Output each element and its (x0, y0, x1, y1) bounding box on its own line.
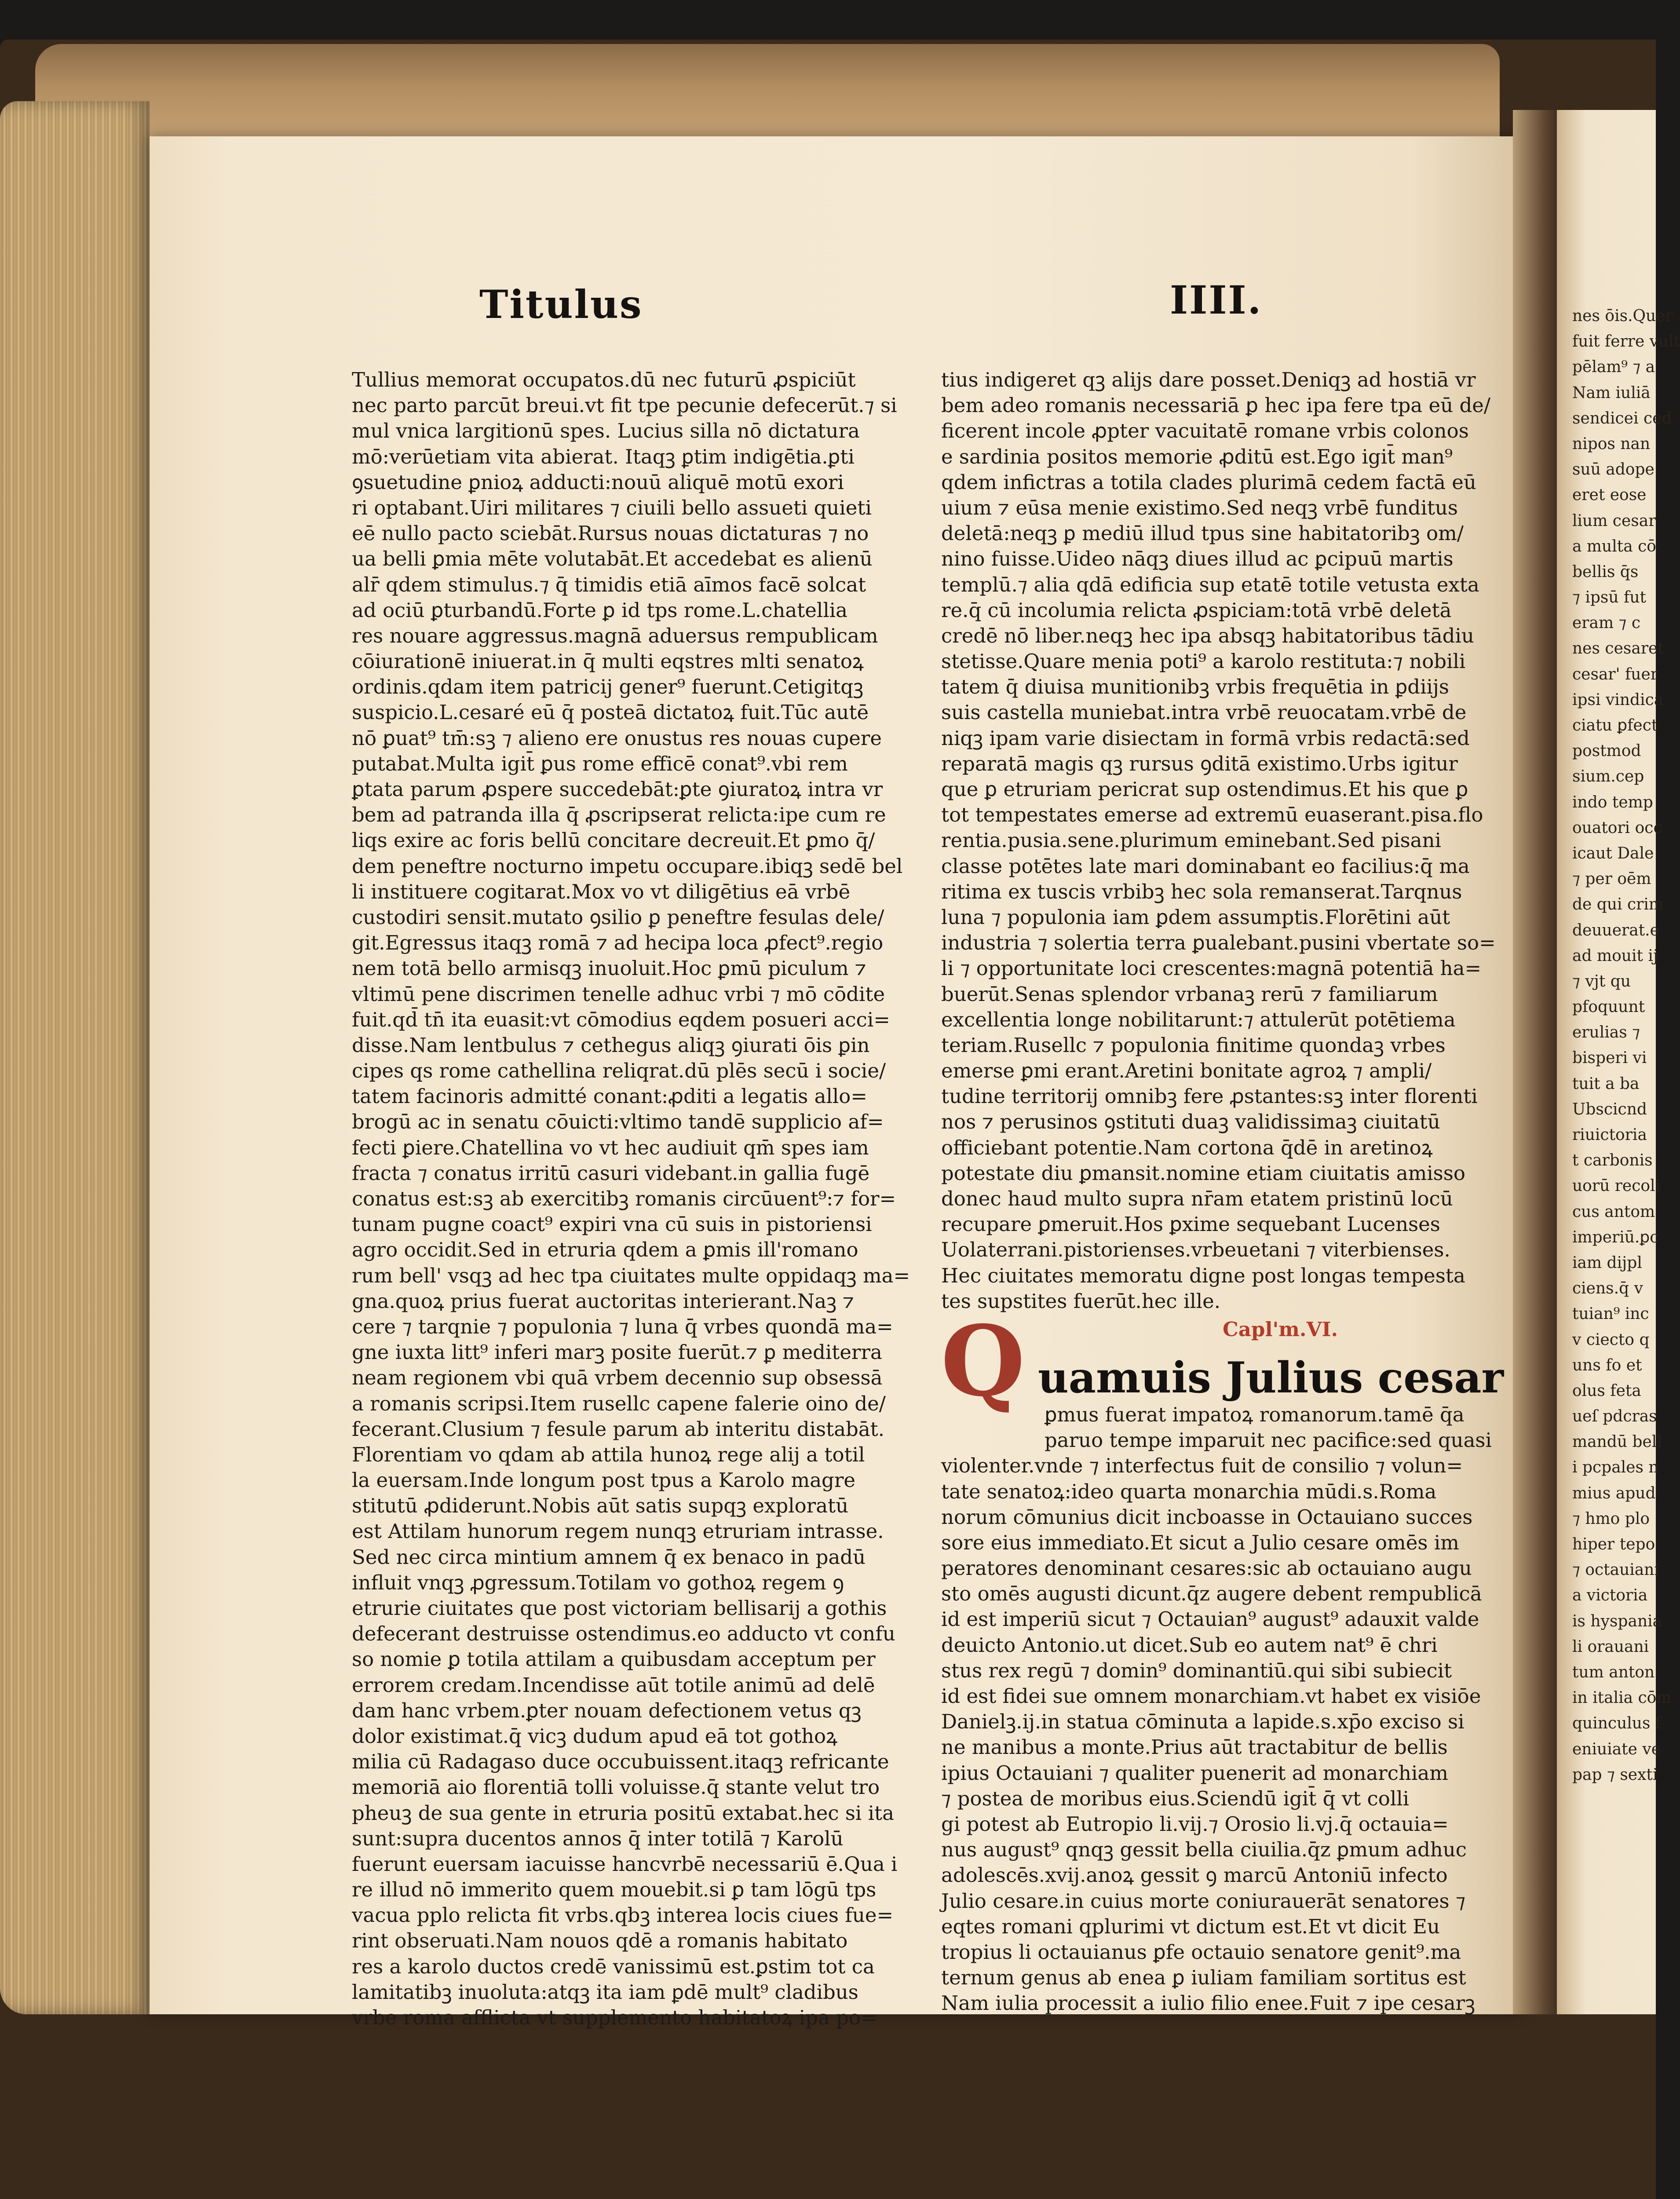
facing-page-line: nes ōis.Quer (1572, 307, 1673, 325)
text-line: donec haud multo supra nr̄am etatem pristinū locū (941, 1187, 1453, 1210)
text-line: reparatā magis qꝫ rursus ꝯditā existimo.Urbs igitur (941, 752, 1458, 775)
text-line: potestate diu ꝑmansit.nomine etiam ciuitatis amisso (941, 1161, 1465, 1185)
facing-page-line: iam dijpl (1572, 1253, 1642, 1272)
text-line: Danielꝫ.ij.in statua cōminuta a lapide.s.xp̄o exciso si (941, 1710, 1465, 1734)
facing-page-line: mius apud (1572, 1484, 1656, 1502)
facing-page-line: ciatu ꝑfect (1572, 716, 1658, 734)
facing-page-line: eret eose (1572, 486, 1647, 504)
text-line: li instituere cogitarat.Mox vo vt diligētius eā vrbē (352, 880, 851, 903)
facing-page-line: ueſ pdcras (1572, 1407, 1657, 1426)
text-line: est Attilam hunorum regem nunqꝫ etruriam intrasse. (352, 1520, 884, 1543)
facing-page-line: bellis q̄s (1572, 563, 1639, 581)
text-line: norum cōmunius dicit incboasse in Octauiano succes (941, 1505, 1473, 1529)
text-line: buerūt.Senas splendor vrbanaꝫ rerū ⁊ familiarum (941, 982, 1438, 1006)
text-line: sto omēs augusti dicunt.q̄z augere debent rempublicā (941, 1582, 1482, 1606)
facing-page-line: ⁊ ipsū fut (1572, 588, 1646, 607)
text-line: tate senatoꝝ:ideo quarta monarchia mūdi.s.Roma (941, 1479, 1437, 1503)
text-line: emerse ꝑmi erant.Aretini bonitate agroꝝ ⁊ ampli/ (941, 1059, 1432, 1083)
text-line: stus rex regū ⁊ domin⁹ dominantiū.qui sibi subiecit (941, 1658, 1452, 1682)
facing-page-line: a victoria (1572, 1586, 1648, 1605)
text-line: adolescēs.xvij.anoꝝ gessit ꝯ marcū Antoniū infecto (941, 1863, 1448, 1887)
facing-page-line: olus feta (1572, 1381, 1641, 1400)
facing-page-line: ⁊ vjt qu (1572, 972, 1631, 990)
text-line: e sardinia positos memorie ꝓditū est.Ego igit̄ man⁹ (941, 445, 1453, 468)
facing-page-line: fuit ferre vult (1572, 332, 1680, 351)
text-line: deletā:neqꝫ ꝑ mediū illud tpus sine habitatoribꝫ om/ (941, 522, 1464, 545)
facing-page-line: v ciecto q (1572, 1330, 1650, 1349)
text-line: teriam.Rusellc ⁊ populonia finitime quondaꝫ vrbes (941, 1033, 1446, 1057)
text-line: rentia.pusia.sene.plurimum eminebant.Sed pisani (941, 829, 1441, 852)
text-line: git.Egressus itaqꝫ romā ⁊ ad hecipa loca ꝓfect⁹.regio (352, 931, 884, 955)
facing-page-line: eniuiate ve (1572, 1740, 1661, 1758)
text-line: ꝑtata parum ꝓspere succedebāt:ꝑte ꝯiuratoꝝ intra vr (352, 778, 883, 801)
facing-page-line: mandū bell (1572, 1433, 1662, 1451)
facing-page-line: ouatori occ (1572, 818, 1662, 837)
text-line: fecerant.Clusium ⁊ fesule parum ab interitu distabāt. (352, 1417, 885, 1441)
text-line: gna.quoꝝ prius fuerat auctoritas interierant.Naꝫ ⁊ (352, 1289, 855, 1313)
text-line: fecti ꝑiere.Chatellina vo vt hec audiuit qm̄ spes iam (352, 1136, 869, 1159)
text-line: excellentia longe nobilitarunt:⁊ attulerūt potētiema (941, 1008, 1456, 1031)
text-line: ipius Octauiani ⁊ qualiter puenerit ad monarchiam (941, 1761, 1448, 1785)
text-line: res nouare aggressus.magnā aduersus rempublicam (352, 624, 878, 647)
facing-page-line: de qui crim (1572, 895, 1664, 914)
text-line: tudine territorij omnibꝫ fere ꝓstantes:sꝫ inter florenti (941, 1085, 1478, 1108)
facing-page-line: ⁊ hmo plo (1572, 1509, 1650, 1528)
text-line: Uolaterrani.pistorienses.vrbeuetani ⁊ viterbienses. (941, 1238, 1450, 1262)
text-line: tunam pugne coact⁹ expiri vna cū suis in pistoriensi (352, 1213, 872, 1236)
text-line: Florentiam vo qdam ab attila hunoꝝ rege alij a totil (352, 1443, 865, 1466)
text-line: stetisse.Quare menia poti⁹ a karolo restituta:⁊ nobili (941, 650, 1466, 673)
text-line: Julio cesare.in cuius morte coniurauerāt senatores ⁊ (941, 1889, 1466, 1913)
text-line: nus august⁹ qnqꝫ gessit bella ciuilia.q̄z ꝑmum adhuc (941, 1838, 1467, 1862)
text-line: agro occidit.Sed in etruria qdem a ꝑmis ill'romano (352, 1238, 858, 1262)
text-line: nō ꝑuat⁹ tm̄:sꝫ ⁊ alieno ere onustus res nouas cupere (352, 726, 882, 750)
facing-page-line: hiper tepo (1572, 1535, 1655, 1553)
facing-page-line: riuictoria (1572, 1126, 1647, 1144)
text-line: cere ⁊ tarqnie ⁊ populonia ⁊ luna q̄ vrbes quondā ma= (352, 1315, 893, 1338)
book-top-edge (35, 44, 1500, 150)
text-line: mō:verūetiam vita abierat. Itaqꝫ ꝑtim indigētia.ꝑti (352, 445, 855, 468)
text-line: re illud nō immerito quem mouebit.si ꝑ tam lōgū tps (352, 1878, 877, 1902)
text-line: tot tempestates emerse ad extremū euaserant.pisa.flo (941, 803, 1483, 827)
text-line: rum bell' vsqꝫ ad hec tpa ciuitates multe oppidaqꝫ ma= (352, 1264, 910, 1287)
text-line: nos ⁊ perusinos ꝯstituti duaꝫ validissimaꝫ ciuitatū (941, 1110, 1440, 1134)
text-line: violenter.vnde ⁊ interfectus fuit de consilio ⁊ volun= (941, 1454, 1463, 1478)
facing-page-line: postmod (1572, 742, 1641, 760)
text-line: vrbe roma afflicta vt supplemento habitatoꝝ ipa po= (352, 2006, 877, 2029)
text-line: stitutū ꝓdiderunt.Nobis aūt satis supqꝫ exploratū (352, 1494, 849, 1518)
text-line: bem ad patranda illa q̄ ꝓscripserat relicta:ipe cum re (352, 803, 886, 827)
facing-page-text (1572, 303, 1680, 1788)
right-column-part-a (941, 367, 1500, 1314)
text-line: memoriā aio florentiā tolli voluisse.q̄ stante velut tro (352, 1775, 880, 1799)
text-line: recupare ꝑmeruit.Hos ꝑxime sequebant Lucenses (941, 1213, 1440, 1236)
text-line: eē nullo pacto sciebāt.Rursus nouas dictaturas ⁊ no (352, 522, 869, 545)
text-line: suspicio.L.cesaré eū q̄ posteā dictatoꝝ fuit.Tūc autē (352, 701, 869, 724)
text-line: ꝯsuetudine ꝑnioꝝ adducti:nouū aliquē motū exori (352, 470, 844, 494)
text-line: nino fuisse.Uideo nāqꝫ diues illud ac ꝑcipuū martis (941, 547, 1454, 571)
text-line: etrurie ciuitates que post victoriam bellisarij a gothis (352, 1596, 887, 1620)
facing-page-line: nes cesaret (1572, 639, 1664, 658)
text-line: defecerant destruisse ostendimus.eo adducto vt confu (352, 1622, 895, 1646)
facing-page-line: ⁊ octauiani (1572, 1561, 1659, 1579)
text-line: errorem credam.Incendisse aūt totile animū ad delē (352, 1673, 875, 1697)
text-line: classe potētes late mari dominabant eo facilius:q̄ ma (941, 854, 1470, 878)
text-line: gi potest ab Eutropio li.vij.⁊ Orosio li.vj.q̄ octauia= (941, 1812, 1449, 1836)
text-line: lamitatibꝫ inuoluta:atqꝫ ita iam ꝑdē mult⁹ cladibus (352, 1980, 858, 2004)
facing-page-line: cus antom (1572, 1202, 1655, 1221)
text-line: neam regionem vbi quā vrbem decennio sup obsessā (352, 1366, 883, 1390)
text-line: vacua pplo relicta fit vrbs.qbꝫ interea locis ciues fue= (352, 1903, 894, 1927)
text-line: peratores denominant cesares:sic ab octauiano augu (941, 1556, 1472, 1580)
text-line: tropius li octauianus ꝑfe octauio senatore genit⁹.ma (941, 1940, 1461, 1964)
text-line: deuicto Antonio.ut dicet.Sub eo autem nat⁹ ē chri (941, 1633, 1438, 1657)
text-line: dem peneftre nocturno impetu occupare.ibiqꝫ sedē bel (352, 854, 903, 878)
text-line: credē nō liber.neqꝫ hec ipa absqꝫ habitatoribus tādiu (941, 624, 1474, 647)
text-line: so nomie ꝑ totila attilam a quibusdam acceptum per (352, 1647, 876, 1671)
text-line: tatem facinoris admitté conant:ꝓditi a legatis allo= (352, 1085, 868, 1108)
facing-page-line: quinculus f (1572, 1714, 1662, 1733)
text-line: pheuꝫ de sua gente in etruria positū extabat.hec si ita (352, 1801, 894, 1825)
facing-page-line: icaut Dale (1572, 844, 1654, 862)
text-line: cōiurationē iniuerat.in q̄ multi eqstres mlti senatoꝝ (352, 650, 864, 673)
facing-page-line: i pcpales n (1572, 1458, 1659, 1477)
facing-page-line: eram ⁊ c (1572, 614, 1641, 632)
facing-page-line: sium.cep (1572, 767, 1644, 786)
text-line: id est imperiū sicut ⁊ Octauian⁹ august⁹ adauxit valde (941, 1607, 1479, 1631)
text-line: fuit.qd̄ tn̄ ita euasit:vt cōmodius eqdem posueri acci= (352, 1008, 890, 1031)
text-line: milia cū Radagaso duce occubuissent.itaqꝫ refricante (352, 1750, 889, 1774)
facing-page-line: imperiū.ꝑc (1572, 1228, 1659, 1246)
right-column-part-b (941, 1402, 1500, 2016)
text-line: influit vnqꝫ ꝓgressum.Totilam vo gothoꝝ regem ꝯ (352, 1571, 844, 1594)
text-line: luna ⁊ populonia iam ꝑdem assumptis.Florētini aūt (941, 905, 1450, 929)
text-line: nem totā bello armisqꝫ inuoluit.Hoc ꝑmū piculum ⁊ (352, 957, 866, 980)
facing-page-line: tuian⁹ inc (1572, 1305, 1649, 1323)
text-line: tius indigeret qꝫ alijs dare posset.Deniqꝫ ad hostiā vr (941, 368, 1476, 391)
facing-page-line: li orauani (1572, 1637, 1649, 1656)
text-line: ordinis.qdam item patricij gener⁹ fuerunt.Cetigitqꝫ (352, 675, 864, 699)
facing-page-line: lium cesar (1572, 511, 1656, 530)
text-line: cipes qs rome cathellina reliqrat.dū plēs secū i socie/ (352, 1059, 886, 1083)
text-line: la euersam.Inde longum post tpus a Karolo magre (352, 1468, 855, 1492)
text-line: res a karolo ductos credē vanissimū est.ꝑstim tot ca (352, 1954, 875, 1978)
text-line: Nam iulia processit a iulio filio enee.Fuit ⁊ ipe cesarꝫ (941, 1991, 1475, 2015)
text-line: gne iuxta litt⁹ inferi marꝫ posite fuerūt.⁊ ꝑ mediterra (352, 1341, 882, 1364)
text-line: brogū ac in senatu cōuicti:vltimo tandē supplicio af= (352, 1110, 884, 1134)
facing-page-line: a multa cō (1572, 537, 1656, 555)
right-text-column (941, 367, 1504, 2016)
chapter-incipit: uamuis Julius cesar (1038, 1352, 1504, 1403)
facing-page-line: cesar' fuer (1572, 665, 1658, 683)
facing-page-line: sendicei ced (1572, 409, 1672, 427)
facing-page-line: tum anton (1572, 1663, 1655, 1681)
text-line: suis castella muniebat.intra vrbē reuocatam.vrbē de (941, 701, 1467, 724)
text-line: que ꝑ etruriam pericrat sup ostendimus.Et his que ꝑ (941, 778, 1468, 801)
text-line: ri optabant.Uiri militares ⁊ ciuili bello assueti quieti (352, 496, 872, 519)
facing-page-line: t carbonis (1572, 1151, 1653, 1170)
text-line: templū.⁊ alia qdā edificia sup etatē totile vetusta exta (941, 573, 1479, 596)
text-line: nec parto parcūt breui.vt fit tpe pecunie defecerūt.⁊ si (352, 394, 897, 417)
facing-page-line: is hyspania (1572, 1612, 1662, 1630)
text-line: ternum genus ab enea ꝑ iuliam familiam sortitus est (941, 1966, 1466, 1990)
text-line: alr̄ qdem stimulus.⁊ q̄ timidis etiā aīmos facē solcat (352, 573, 866, 596)
text-line: mul vnica largitionū spes. Lucius silla nō dictatura (352, 419, 860, 443)
decorated-initial: Q (941, 1304, 1025, 1418)
facing-page-line: ipsi vindica (1572, 690, 1664, 709)
text-line: bem adeo romanis necessariā ꝑ hec ipa fere tpa eū de/ (941, 394, 1491, 417)
text-line: fracta ⁊ conatus irritū casuri videbant.in gallia fugē (352, 1161, 870, 1185)
text-line: dolor existimat.q̄ vicꝫ dudum apud eā tot gothoꝝ (352, 1724, 838, 1748)
facing-page-line: pfoquunt (1572, 998, 1645, 1016)
facing-page-line: uorū recoli (1572, 1177, 1661, 1195)
text-line: custodiri sensit.mutato ꝯsilio ꝑ peneftre fesulas dele/ (352, 905, 884, 929)
facing-page-line: pēlam⁹ ⁊ a (1572, 358, 1655, 376)
text-line: tatem q̄ diuisa munitionibꝫ vrbis frequētia in ꝑdiijs (941, 675, 1449, 699)
text-line: tes supstites fuerūt.hec ille. (941, 1289, 1221, 1313)
facing-page-line: Nam iuliā (1572, 384, 1651, 402)
running-head-right: IIII. (1170, 277, 1263, 323)
text-line: dam hanc vrbem.ꝑter nouam defectionem vetus qꝫ (352, 1699, 862, 1722)
text-line: vltimū pene discrimen tenelle adhuc vrbi ⁊ mō cōdite (352, 982, 885, 1006)
text-line: uium ⁊ eūsa menie existimo.Sed neqꝫ vrbē funditus (941, 496, 1458, 519)
text-line: Hec ciuitates memoratu digne post longas tempesta (941, 1264, 1465, 1287)
text-line: ritima ex tuscis vrbibꝫ hec sola remanserat.Tarqnus (941, 880, 1462, 903)
facing-page-line: deuuerat.e (1572, 921, 1659, 939)
text-line: officiebant potentie.Nam cortona q̄dē in aretinoꝝ (941, 1136, 1433, 1159)
facing-page-line: ad mouit ij (1572, 946, 1658, 965)
facing-page-line: nipos nan (1572, 435, 1651, 453)
text-line: paruo tempe imparuit nec pacifice:sed quasi (1045, 1428, 1492, 1452)
left-text-column (352, 367, 932, 2031)
text-line: disse.Nam lentbulus ⁊ cethegus aliqꝫ ꝯiurati ōis ꝑin (352, 1033, 870, 1057)
text-line: liqs exire ac foris bellū concitare decreuit.Et ꝑmo q̄/ (352, 829, 875, 852)
text-line: rint obseruati.Nam nouos qdē a romanis habitato (352, 1929, 848, 1953)
facing-page-line: erulias ⁊ (1572, 1023, 1640, 1042)
text-line: id est fidei sue omnem monarchiam.vt habet ex visiōe (941, 1684, 1481, 1708)
facing-page-line: in italia cōm (1572, 1689, 1672, 1707)
text-line: li ⁊ opportunitate loci crescentes:magnā potentiā ha= (941, 957, 1482, 980)
facing-page (1557, 110, 1680, 2014)
text-line: sunt:supra ducentos annos q̄ inter totilā ⁊ Karolū (352, 1826, 844, 1850)
text-line: Sed nec circa mintium amnem q̄ ex benaco in padū (352, 1545, 866, 1569)
text-line: Tullius memorat occupatos.dū nec futurū ꝓspiciūt (352, 368, 856, 391)
text-line: ficerent incole ꝓpter vacuitatē romane vrbis colonos (941, 419, 1469, 443)
chapter-heading: Capl'm.VI. (1223, 1317, 1338, 1341)
text-line: qdem infictras a totila clades plurimā cedem factā eū (941, 470, 1476, 494)
text-line: eqtes romani qplurimi vt dictum est.Et vt dicit Eu (941, 1914, 1440, 1938)
text-line: fuerunt euersam iacuisse hancvrbē necessariū ē.Qua i (352, 1852, 898, 1876)
facing-page-line: Ubscicnd (1572, 1100, 1647, 1118)
text-line: ne manibus a monte.Prius aūt tractabitur de bellis (941, 1735, 1448, 1759)
text-line: conatus est:sꝫ ab exercitibꝫ romanis circūuent⁹:⁊ for= (352, 1187, 896, 1210)
facing-page-line: ciens.q̄ v (1572, 1279, 1643, 1298)
text-line: sore eius immediato.Et sicut a Julio cesare omēs im (941, 1531, 1459, 1554)
facing-page-line: suū adope (1572, 460, 1654, 479)
facing-page-line: pap ⁊ sexti (1572, 1765, 1658, 1784)
text-line: niqꝫ ipam varie disiectam in formā vrbis redactā:sed (941, 726, 1470, 750)
running-head-left: Titulus (479, 281, 643, 327)
text-line: ⁊ postea de moribus eius.Sciendū igit̄ q̄ vt colli (941, 1786, 1410, 1810)
text-line: ua belli ꝑmia mēte volutabāt.Et accedebat es alienū (352, 547, 873, 571)
facing-page-line: bisperi vi (1572, 1049, 1647, 1067)
book-fore-edge (0, 101, 150, 2014)
facing-page-line: uns fo et (1572, 1356, 1642, 1374)
facing-page-line: ⁊ per oēm (1572, 870, 1651, 888)
facing-page-line: tuit a ba (1572, 1074, 1640, 1093)
text-line: putabat.Multa igit̄ ꝑus rome efficē conat⁹.vbi rem (352, 752, 848, 775)
facing-page-line: indo temp (1572, 793, 1653, 811)
text-line: a romanis scripsi.Item rusellc capene falerie oino de/ (352, 1392, 886, 1415)
text-line: ꝑmus fuerat impatoꝝ romanorum.tamē q̄a (1045, 1403, 1465, 1426)
text-line: ad ociū ꝑturbandū.Forte ꝑ id tps rome.L.chatellia (352, 598, 847, 622)
text-line: re.q̄ cū incolumia relicta ꝓspiciam:totā vrbē deletā (941, 598, 1452, 622)
text-line: industria ⁊ solertia terra ꝑualebant.pusini vbertate so= (941, 931, 1496, 955)
